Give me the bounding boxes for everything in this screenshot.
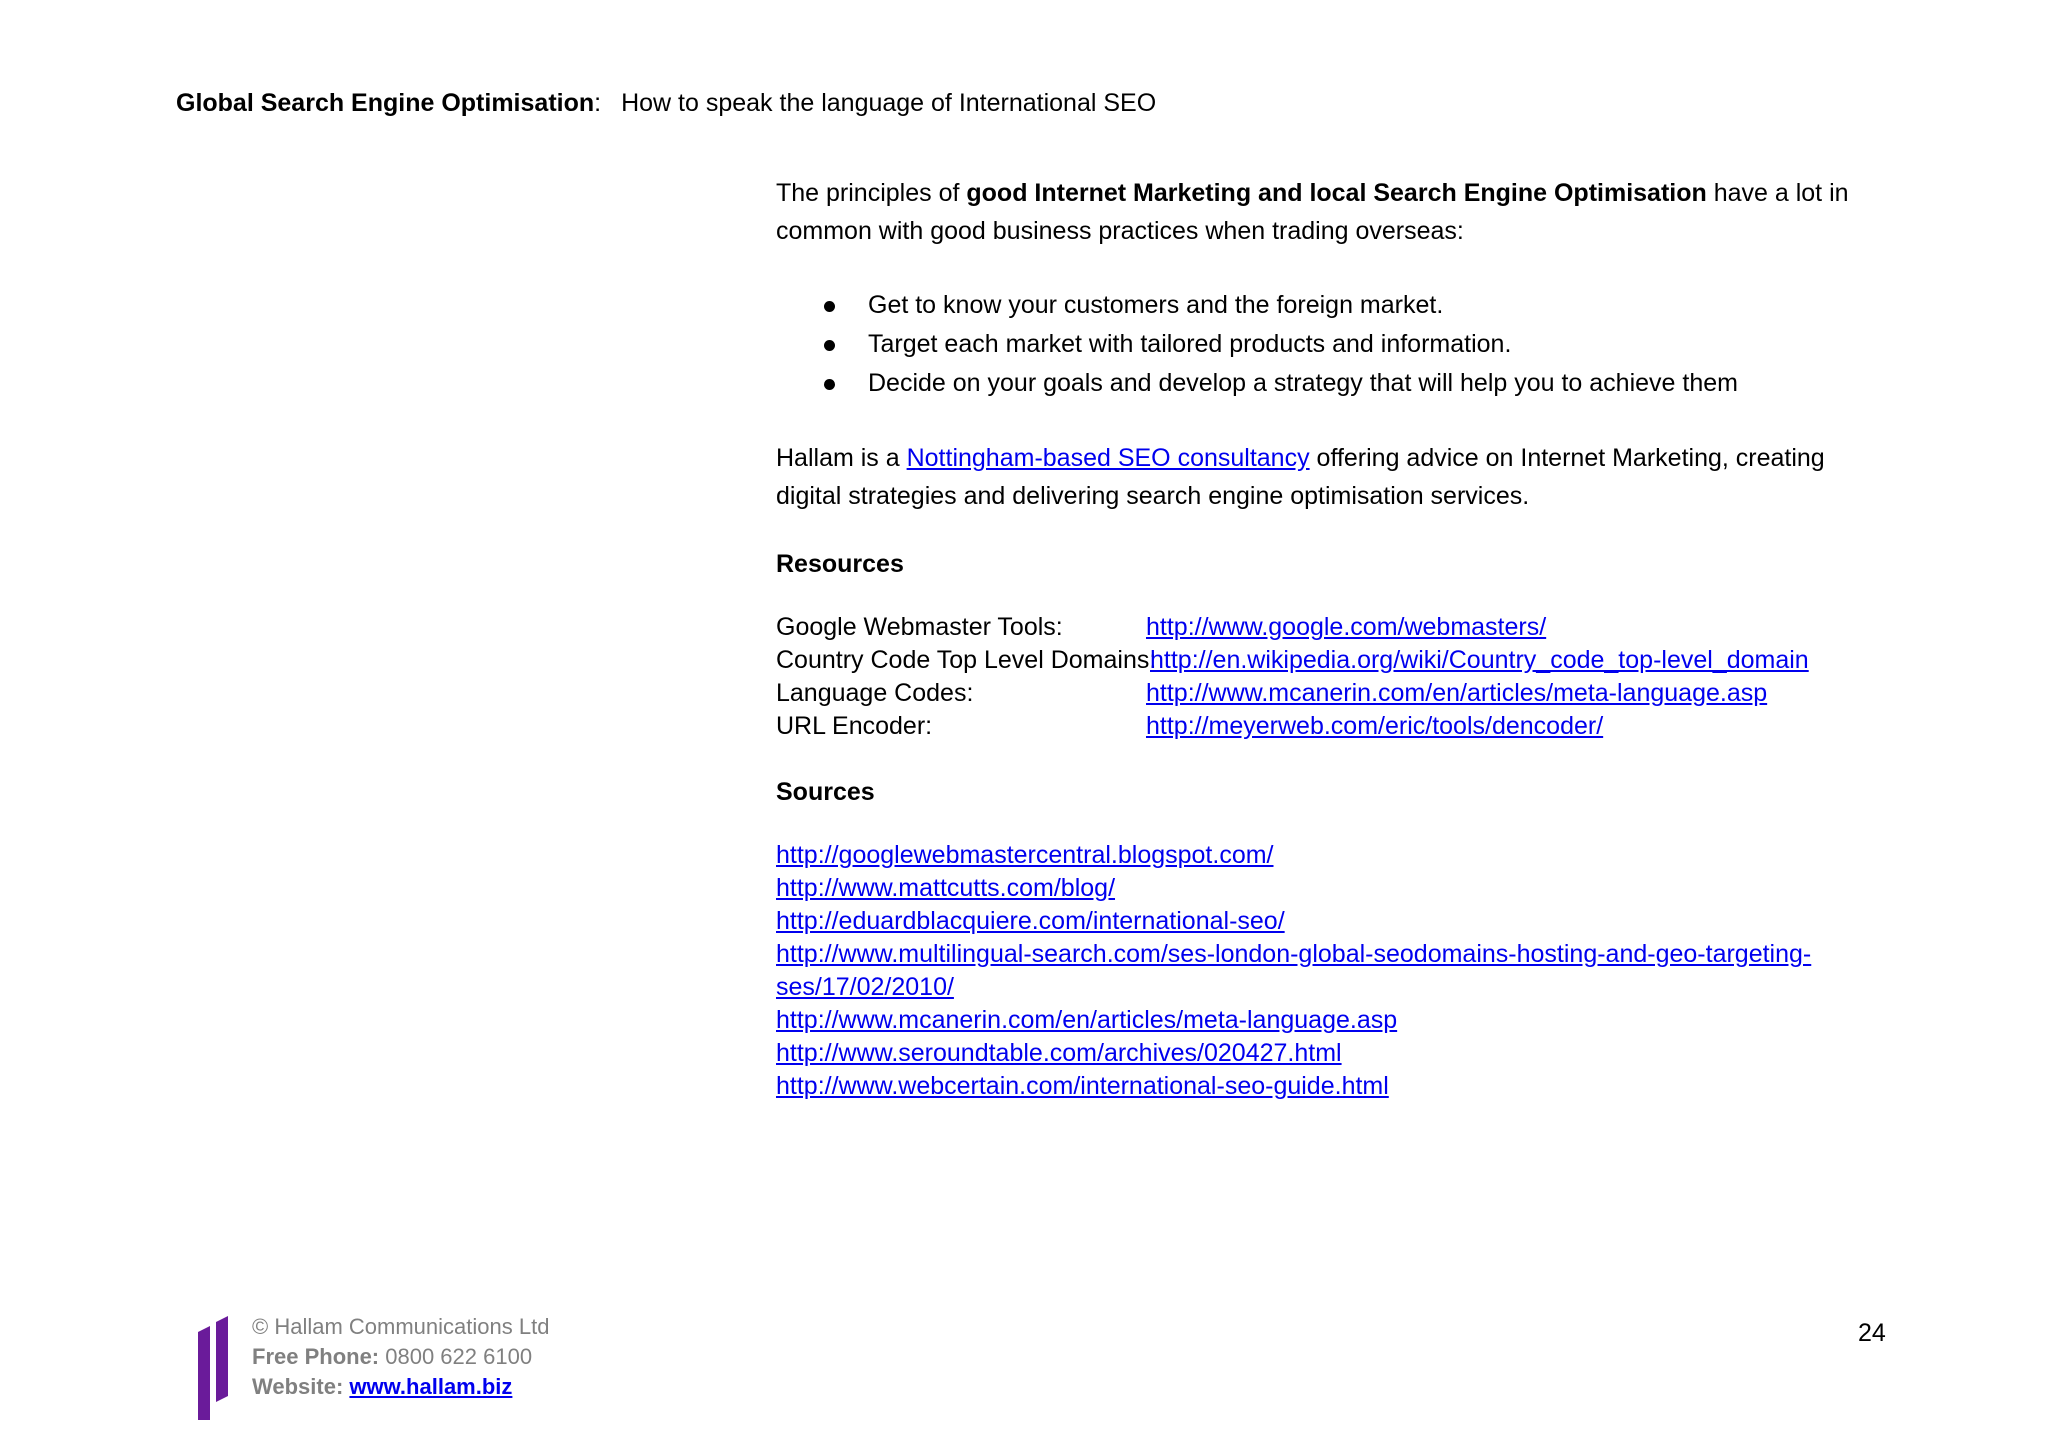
source-link[interactable]: http://www.mattcutts.com/blog/ xyxy=(776,874,1116,902)
sources-heading: Sources xyxy=(776,778,875,806)
bullet-text: Target each market with tailored products and information. xyxy=(868,330,1512,358)
resource-link[interactable]: http://meyerweb.com/eric/tools/dencoder/ xyxy=(1146,712,1604,740)
source-link[interactable]: http://www.mcanerin.com/en/articles/meta-language.asp xyxy=(776,1006,1398,1034)
resource-row xyxy=(776,677,1896,710)
document-header xyxy=(176,86,1156,120)
main-content xyxy=(776,174,1896,1103)
resource-row xyxy=(776,644,1896,677)
source-link[interactable]: http://www.seroundtable.com/archives/020427.html xyxy=(776,1039,1342,1067)
source-link[interactable]: http://www.multilingual-search.com/ses-london-global-seodomains-hosting-and-geo-targeting-ses/17/02/2010/ xyxy=(776,940,1812,1001)
phone-label: Free Phone: xyxy=(252,1344,380,1369)
resource-label: Country Code Top Level Domains: xyxy=(776,646,1157,674)
list-item xyxy=(776,286,1896,325)
bullet-icon xyxy=(824,301,835,312)
phone-value: 0800 622 6100 xyxy=(379,1344,533,1369)
intro-text-end: have a lot in common with good business practices when trading overseas: xyxy=(776,179,1849,245)
sources-list xyxy=(776,839,1896,1103)
bullet-icon xyxy=(824,340,835,351)
resources-heading: Resources xyxy=(776,550,904,578)
intro-paragraph xyxy=(776,174,1896,250)
resource-label: URL Encoder: xyxy=(776,712,933,740)
consultancy-link[interactable]: Nottingham-based SEO consultancy xyxy=(906,444,1310,472)
hallam-logo-icon xyxy=(198,1316,232,1420)
header-subtitle: How to speak the language of International SEO xyxy=(621,89,1157,117)
intro-text-start: The principles of xyxy=(776,179,967,207)
resource-row xyxy=(776,611,1896,644)
list-item xyxy=(776,325,1896,364)
website-label: Website: xyxy=(252,1374,344,1399)
copyright-text: © Hallam Communications Ltd xyxy=(252,1314,550,1339)
footer-text xyxy=(252,1312,549,1402)
about-text-end: offering advice on Internet Marketing, creating digital strategies and delivering search engine optimisation services. xyxy=(776,444,1825,510)
resource-link[interactable]: http://www.google.com/webmasters/ xyxy=(1146,613,1547,641)
phone-line xyxy=(252,1342,549,1372)
website-line xyxy=(252,1372,549,1402)
resource-link[interactable]: http://en.wikipedia.org/wiki/Country_code_top-level_domain xyxy=(1150,646,1809,674)
source-link[interactable]: http://eduardblacquiere.com/international-seo/ xyxy=(776,907,1285,935)
resource-label: Language Codes: xyxy=(776,679,974,707)
source-link[interactable]: http://www.webcertain.com/international-seo-guide.html xyxy=(776,1072,1389,1100)
bullet-list xyxy=(776,286,1896,403)
bullet-text: Get to know your customers and the foreign market. xyxy=(868,291,1444,319)
resource-link[interactable]: http://www.mcanerin.com/en/articles/meta-language.asp xyxy=(1146,679,1768,707)
resource-label: Google Webmaster Tools: xyxy=(776,613,1063,641)
page-number: 24 xyxy=(1858,1319,1886,1347)
source-link[interactable]: http://googlewebmastercentral.blogspot.com/ xyxy=(776,841,1274,869)
header-title: Global Search Engine Optimisation xyxy=(176,89,595,117)
about-paragraph xyxy=(776,439,1896,515)
bullet-icon xyxy=(824,379,835,390)
website-link[interactable]: www.hallam.biz xyxy=(349,1374,513,1399)
list-item xyxy=(776,364,1896,403)
resource-row xyxy=(776,710,1896,743)
about-text-start: Hallam is a xyxy=(776,444,907,472)
bullet-text: Decide on your goals and develop a strategy that will help you to achieve them xyxy=(868,369,1738,397)
resources-table xyxy=(776,611,1896,743)
header-separator: : xyxy=(594,89,602,117)
intro-text-bold: good Internet Marketing and local Search Engine Optimisation xyxy=(966,179,1707,207)
